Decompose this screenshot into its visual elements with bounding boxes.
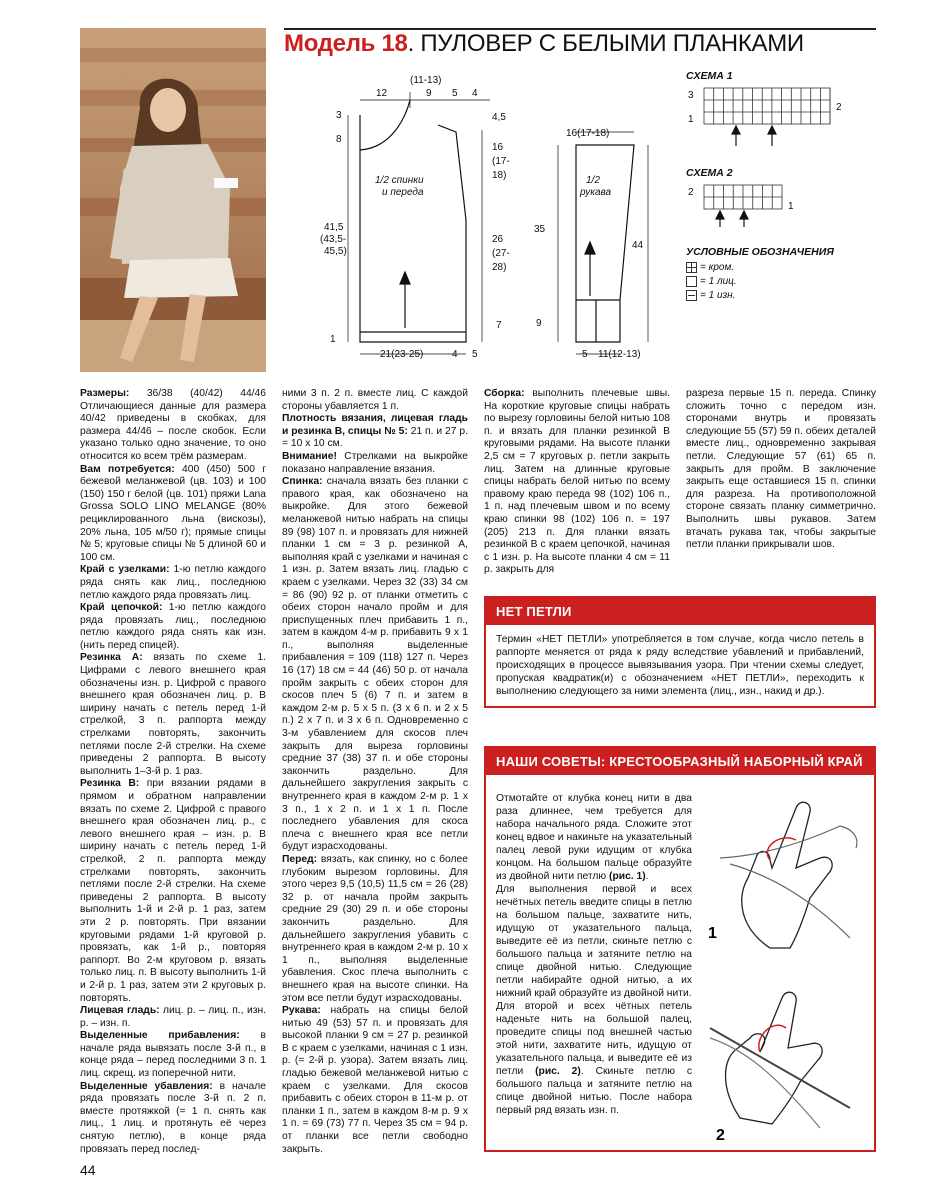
knit-stitch-icon [686, 276, 697, 287]
dim-bottom-21: 21(23-25) [380, 349, 424, 360]
dim-right-16: 16 [492, 142, 504, 153]
hand-illustration-1 [700, 788, 868, 958]
figure-2-label: 2 [716, 1127, 725, 1144]
edge-stitch-icon [686, 262, 697, 273]
dim-right-26: 26 [492, 234, 504, 245]
assembly-text: выполнить плечевые швы. На короткие круговые спицы набрать по вырезу горловины белой нитью 108 п. и вязать для планки резинкой В круговыми рядами. На высоте планки 2,5 см = 7 круговых р. петли закрыть лиц. Затем на длинные круговые спицы набрать белой нитью по всему правому краю переда 98 (102) 106 п., 1 п. над плечевым швом и по всему краю спинки 98 (102) 106 п. = 197 (205) 213 п. Для планки вязать резинкой В с краем цепочкой, начиная с 1 изн. р. На высоте планки 4 см = 11 р. закрыть для [484, 388, 670, 576]
dim-left-435: (43,5- [320, 234, 347, 245]
schemes-panel [686, 70, 876, 304]
dim-sleeve-35: 35 [534, 224, 546, 235]
legend-edge-text: = кром. [700, 262, 735, 273]
tips-title: НАШИ СОВЕТЫ: КРЕСТООБРАЗНЫЙ НАБОРНЫЙ КРАЙ [486, 748, 874, 775]
gauge-heading: Плотность вязания, лицевая гладь и резинка В, спицы № 5: [282, 413, 468, 437]
sizes-heading: Размеры: [80, 388, 130, 399]
title-text: . ПУЛОВЕР С БЕЛЫМИ ПЛАНКАМИ [407, 30, 804, 57]
model-photo [80, 28, 266, 372]
front-text: вязать, как спинку, но с более глубоким вырезом горловины. Для этого через 9,5 (10,5) 11,5 см = 26 (28) 32 р. от начала пройм закрыть средние 29 (30) 29 п. и обе стороны закончить раздельно. Для дальнейшего закругления убавить с внутреннего края в каждом 2-м р. 10 х 1 п., выполняя выделенные убавления. Скос плеча выполнить с внешнего края на высоте спинки. На этом все петли будут израсходованы. [282, 853, 468, 1004]
increases-text: в начале ряда вывязать после 3-й п., в конце ряда – перед последними 3 п. 1 лиц. скрещ. из поперечной нити. [80, 1030, 266, 1080]
purl-stitch-icon [686, 290, 697, 301]
pattern-schematic [320, 70, 680, 370]
rib-a-heading: Резинка А: [80, 652, 143, 664]
decreases-continued-text: ними 3 п. 2 п. вместе лиц. С каждой стороны убавляется 1 п. [282, 388, 468, 412]
attention-heading: Внимание! [282, 450, 337, 462]
dim-right-7: 7 [496, 320, 502, 331]
no-stitch-text: Термин «НЕТ ПЕТЛИ» употребляется в том случае, когда число петель в раппорте меняется от ряда к ряду вследствие убавлений и прибавлений, происходящих в процессе вывязывания узора. При чтении схемы следует, пропуская квадратик(и) с обозначением «НЕТ ПЕТЛИ», переходить к выполнению следующего за ними элемента (лиц., изн., накид и др.). [496, 634, 864, 697]
dim-bottom-4: 4 [452, 349, 458, 360]
tips-paragraph-3-end: . Скиньте петлю с большого пальца и затяните петлю на спице двойной нитью. После набора первый ряд вязать изн. п. [496, 1066, 692, 1116]
edge-knots-heading: Край с узелками: [80, 564, 170, 576]
tips-text: Отмотайте от клубка конец нити в два раза длиннее, чем требуется для набора начального ряда. Сложите этот конец вдвое и накиньте на указательный палец левой руки идущим от клубка концом. На большом пальце образуйте из двойной нити петлю (рис. 1). Для выполнения первой и всех нечётных петель введите спицы в петлю на большом пальце, захватите нить, идущую от указательного пальца, выведите её из петли, скиньте петлю с большого пальца и затяните петлю на спице двойной нитью. Следующие петли набирайте одной нитью, а их нижний край образуйте из двойной нити. Для второй и всех чётных петель наденьте нить на большой палец, проведите спицы под внешней частью этой нити, захватите нить, идущую от указательного пальца, и выведите её из петли (рис. 2). Скиньте петлю с большого пальца и затяните петлю на спице двойной нитью. После набора первый ряд вязать изн. п. [496, 793, 692, 1116]
dim-sleeve-44: 44 [632, 240, 644, 251]
materials-text: 400 (450) 500 г бежевой меланжевой (цв. 103) и 100 (150) 150 г белой (цв. 101) пряжи Lana Grossa SOLO LINO MELANGE (80% рециклированного льна (вискозы), 20% льна, 105 м/50 г); прямые спицы № 5; круговые спицы № 5 длиной 60 и 100 см. [80, 463, 266, 563]
dim-right-27: (27- [492, 248, 510, 259]
edge-chain-heading: Край цепочкой: [80, 602, 163, 614]
model-label: Модель 18 [284, 30, 408, 57]
dim-left-455: 45,5) [324, 246, 347, 257]
dim-left-1: 1 [330, 334, 336, 345]
legend-title: УСЛОВНЫЕ ОБОЗНАЧЕНИЯ [686, 246, 834, 258]
stockinette-text: лиц. р. – лиц. п., изн. р. – изн. п. [80, 1005, 266, 1029]
sleeve-outline [576, 145, 634, 342]
scheme1-row-3: 3 [688, 90, 694, 101]
stockinette-heading: Лицевая гладь: [80, 1005, 160, 1017]
rib-b-text: при вязании рядами в прямом и обратном направлении вязать по схеме 2. Цифрой с правого внешнего края обозначен лиц. р., с левого внешнего края – изн. р. В ширину начать с петель перед 1-й стрелкой, 2 п. раппорта между стрелками повторять, закончить петлями после 2-й стрелки. На схеме приведены 2 раппорта. В высоту выполнить 1-й и 2-й р. 1 раз, затем эти 2 р. повторять. При вязании круговыми рядами 1-й круговой р. провязать, как 1-й р., повторяя раппорт. Во 2-м круговом р. вязать только лиц. п. В высоту выполнить 1-й и 2-й р. 1 раз, затем эти 2 круговых р. повторять. [80, 778, 266, 1004]
legend-item-edge [686, 262, 876, 273]
text-column-4 [686, 388, 876, 552]
dim-right-18: 18) [492, 170, 507, 181]
dim-right-17: (17- [492, 156, 510, 167]
dim-left-3: 3 [336, 110, 342, 121]
body-outline [360, 115, 466, 342]
dim-top-4: 4 [472, 88, 478, 99]
body-label-2: и переда [382, 187, 424, 198]
scheme2-row-1: 1 [788, 201, 794, 212]
edge-knots-text: 1-ю петлю каждого ряда снять как лиц., последнюю петлю каждого ряда провязать лиц. [80, 564, 266, 601]
tips-paragraph-2: Для выполнения первой и всех нечётных петель введите спицы в петлю на большом пальце, захватите нить, идущую от указательного пальца, выведите её из петли, скиньте петлю с большого пальца и затяните петлю на спице двойной нитью. Следующие петли набирайте одной нитью, а их нижний край образуйте из двойной нити. [496, 884, 692, 999]
dim-left-415: 41,5 [324, 222, 344, 233]
figure-1-label: 1 [708, 925, 717, 942]
scheme2-title: СХЕМА 2 [686, 167, 733, 179]
scheme1-row-2: 2 [836, 102, 842, 113]
gauge-text: 21 п. и 27 р. = 10 х 10 см. [282, 425, 468, 450]
dim-sleeve-bottom-5: 5 [582, 349, 588, 360]
decreases-heading: Выделенные убавления: [80, 1080, 213, 1092]
scheme2-grid [686, 179, 876, 229]
dim-sleeve-top: 16(17-18) [566, 128, 610, 139]
sizes-text: 36/38 (40/42) 44/46 Отличающиеся данные для размера 40/42 приведены в скобках, для размера 44/46 – после скобок. Если указано только одно значение, то оно относится ко всем трём размерам. [80, 388, 266, 462]
legend-purl-text: = 1 изн. [700, 290, 736, 301]
tips-fig2-ref: (рис. 2) [535, 1066, 581, 1077]
materials-heading: Вам потребуется: [80, 463, 175, 475]
no-stitch-box [484, 596, 876, 708]
tips-fig1-ref: (рис. 1) [609, 871, 646, 882]
dim-top-5: 5 [452, 88, 458, 99]
dim-right-45: 4,5 [492, 112, 506, 123]
no-stitch-title: НЕТ ПЕТЛИ [486, 598, 874, 625]
back-text: сначала вязать без планки с правого края, как обозначено на выкройке. Для этого бежевой меланжевой нитью набрать на спицы 89 (98) 107 п. и провязать для нижней планки 1 см = 3 р. резинкой А, выполняя край с узелками и начиная с 1 изн. р. Затем вязать лиц. гладью с краем с узелками. Через 32 (33) 34 см = 86 (90) 92 р. от планки отметить с обеих сторон начало пройм и для приспущенных плеч прибавить 1 п., затем в каждом 4-м р. прибавить 9 х 1 п., выполняя выделенные прибавления = 109 (118) 127 п. Через 16 (17) 18 см = 44 (46) 50 р. от начала пройм закрыть с обеих сторон для скосов плеч 5 (6) 7 п. и затем в каждом 2-м р. 5 х 5 п. (3 х 6 п. и 2 х 5 п.) 2 х 7 п. и 3 х 6 п. Одновременно с 3-м убавлением для скосов плеч закрыть для выреза горловины средние 37 (38) 37 п. и обе стороны закончить раздельно. Для дальнейшего закругления закрыть с внутреннего края в каждом 2-м р. 1 х 3 п., 1 х 2 п. и 1 х 1 п. После последнего убавления для скоса плеча с внешнего края все петли будут израсходованы. [282, 476, 468, 853]
dim-top-neck: (11-13) [410, 75, 442, 86]
body-label-1: 1/2 спинки [375, 175, 424, 186]
text-column-1 [80, 388, 266, 1156]
scheme1-title: СХЕМА 1 [686, 70, 733, 82]
legend-item-purl [686, 290, 876, 301]
increases-heading: Выделенные прибавления: [80, 1030, 240, 1042]
text-column-2 [282, 388, 468, 1156]
sleeve-label-1: 1/2 [586, 175, 600, 186]
rib-b-heading: Резинка В: [80, 778, 140, 790]
sleeves-text: набрать на спицы белой нитью 49 (53) 57 п. и провязать для высокой планки 9 см = 27 р. резинкой В с краем с узелками, начиная с 1 изн. р. (= 2-й р. узора). Затем вязать лиц. гладью бежевой меланжевой нитью с краем с узелками. Для скосов прибавить с обеих сторон в 11-м р. от планки 1 п., затем в каждом 8-м р. 9 х 1 п. = 69 (73) 77 п. Через 35 см = 94 р. от планки все петли свободно закрыть. [282, 1005, 468, 1155]
page-title [284, 30, 804, 58]
assembly-continued-text: разреза первые 15 п. переда. Спинку сложить точно с передом изн. сторонами внутрь и провязать следующие 55 (57) 59 п. обеих деталей вместе лиц., одновременно закрывая петли. Следующие 57 (61) 65 п. закрыть для пройм. В заключение закрыть еще оставшиеся 15 п. спинки для разреза. На противоположной стороне связать планку симметрично. Выполнить швы рукавов. Затем втачать рукава так, чтобы закрытые петли планки прикрывали шов. [686, 388, 876, 551]
rib-a-text: вязать по схеме 1. Цифрами с левого внешнего края обозначены изн. р. Цифрой с правого внешнего края обозначен лиц. р. В ширину начать с петель перед 1-й стрелкой, 3 п. раппорта между стрелками повторять, закончить петлями после 2-й стрелки. На схеме приведены 2 раппорта. В высоту выполнить 1–3-й р. 1 раз. [80, 652, 266, 777]
dim-bottom-5: 5 [472, 349, 478, 360]
page-number: 44 [80, 1162, 96, 1178]
scheme1-row-1: 1 [688, 114, 694, 125]
dim-top-12: 12 [376, 88, 388, 99]
dim-sleeve-9: 9 [536, 318, 542, 329]
sleeve-label-2: рукава [580, 187, 612, 198]
tips-paragraph-3: Для второй и всех чётных петель наденьте нить на большой палец, проведите спицы под внешней частью этой нити, захватите нить, идущую от указательного пальца, и выведите её из петли [496, 1001, 692, 1077]
dim-top-9: 9 [426, 88, 432, 99]
dim-right-28: 28) [492, 262, 507, 273]
front-heading: Перед: [282, 853, 318, 865]
tips-paragraph-1: Отмотайте от клубка конец нити в два раза длиннее, чем требуется для набора начального ряда. Сложите этот конец вдвое и накиньте на указательный палец левой руки идущим от клубка концом. На большом пальце образуйте из двойной нити петлю [496, 793, 692, 882]
dim-left-8: 8 [336, 134, 342, 145]
scheme1-grid [686, 82, 876, 152]
sleeves-heading: Рукава: [282, 1005, 321, 1017]
legend-item-knit [686, 276, 876, 287]
back-heading: Спинка: [282, 476, 323, 488]
text-column-3 [484, 388, 670, 577]
edge-chain-text: 1-ю петлю каждого ряда провязать лиц., последнюю петлю каждого ряда снять как изн. (нить перед спицей). [80, 602, 266, 651]
decreases-text: в начале ряда провязать после 3-й п. 2 п. вместе протяжкой (= 1 п. снять как лиц., 1 лиц. и протянуть её через снятую петлю), в конце ряда провязать перед послед- [80, 1080, 266, 1155]
dim-sleeve-bottom-11: 11(12-13) [598, 349, 641, 360]
tips-box [484, 746, 876, 1152]
scheme2-row-2: 2 [688, 187, 694, 198]
hand-illustration-2 [700, 968, 868, 1144]
legend-knit-text: = 1 лиц. [700, 276, 737, 287]
legend-list [686, 262, 876, 301]
model-photo-image [80, 28, 266, 372]
assembly-heading: Сборка: [484, 388, 525, 399]
attention-text: Стрелками на выкройке показано направление вязания. [282, 450, 468, 475]
